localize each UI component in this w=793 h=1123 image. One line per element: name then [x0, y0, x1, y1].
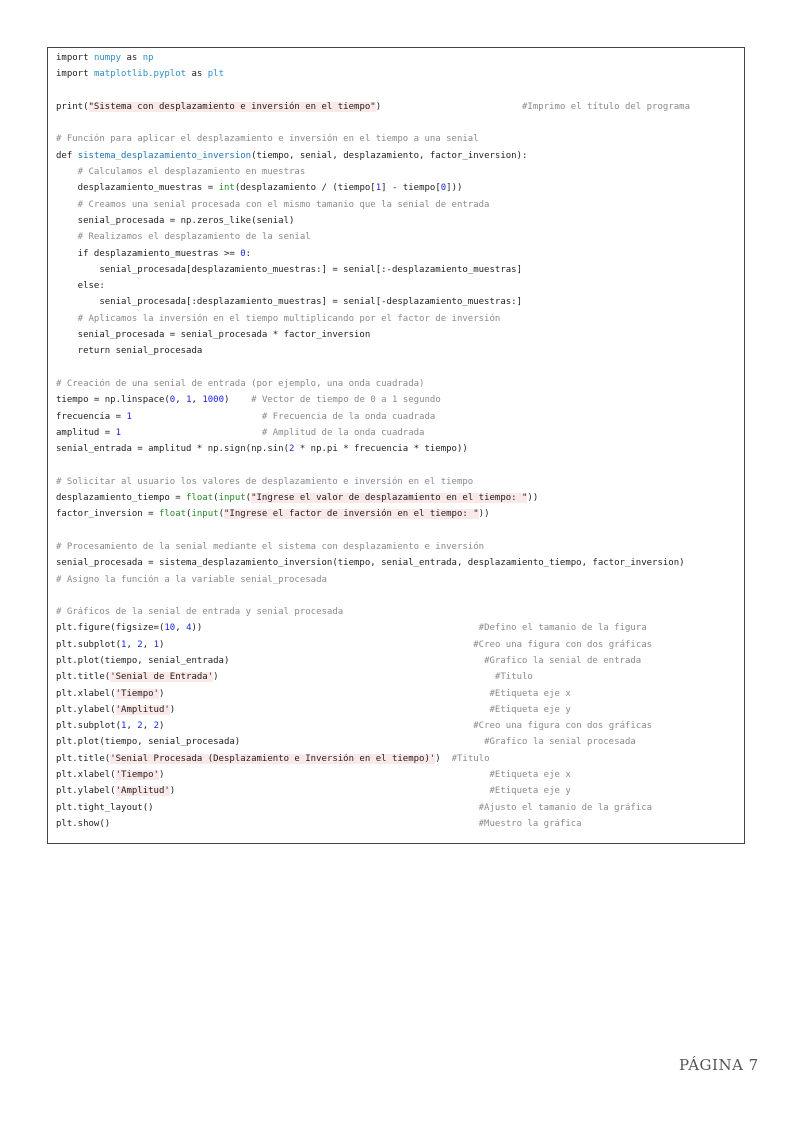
code-line: [56, 506, 744, 522]
code-text: senial_procesada = senial_procesada * factor_inversion: [56, 330, 371, 341]
code-text: ,: [191, 395, 203, 406]
code-text: )): [478, 509, 490, 520]
builtin-name: float: [186, 493, 214, 504]
code-text: ,: [142, 639, 154, 650]
code-line: [56, 783, 744, 799]
code-line: [56, 246, 744, 262]
code-comment: # Frecuencia de la onda cuadrada: [261, 411, 436, 422]
code-line: [56, 637, 744, 653]
code-text: plt.show(): [56, 818, 479, 829]
module-name: numpy: [93, 53, 122, 63]
code-line: [56, 474, 744, 490]
code-comment: # Procesamiento de la senial mediante el sistema con desplazamiento e inversión: [56, 541, 485, 552]
code-text: plt.ylabel(: [56, 704, 116, 715]
code-text: ,: [142, 721, 154, 732]
code-comment: # Vector de tiempo de 0 a 1 segundo: [251, 395, 441, 406]
code-text: senial_procesada = sistema_desplazamiento_inversion(tiempo, senial_entrada, desplazamiento_tiempo, factor_inversion): [56, 558, 685, 569]
code-line: [56, 376, 744, 392]
code-line: [56, 653, 744, 669]
code-line: [56, 800, 744, 816]
code-text: ): [158, 770, 490, 781]
code-comment: #Grafico la senial procesada: [484, 737, 636, 748]
code-text: [132, 412, 262, 422]
code-text: )): [527, 493, 539, 504]
code-line: [56, 99, 744, 115]
code-line: [56, 164, 744, 180]
code-text: def: [56, 150, 78, 161]
code-text: (: [213, 493, 219, 504]
code-line: [56, 620, 744, 636]
code-text: plt.xlabel(: [56, 770, 116, 781]
code-text: ): [158, 721, 474, 732]
code-comment: #Etiqueta eje y: [489, 786, 571, 797]
code-text: plt.tight_layout(): [56, 802, 479, 813]
code-text: plt.title(: [56, 753, 111, 764]
code-text: plt.subplot(: [56, 721, 122, 732]
code-line: [56, 148, 744, 164]
number-literal: 1: [115, 427, 122, 438]
code-text: print(: [56, 101, 89, 112]
code-line: [56, 734, 744, 750]
code-line: [56, 294, 744, 310]
code-line: [56, 360, 744, 376]
code-line: [56, 278, 744, 294]
number-literal: 1: [186, 395, 192, 406]
builtin-name: input: [218, 493, 246, 504]
string-literal: 'Amplitud': [115, 786, 170, 797]
module-name: np: [142, 53, 154, 63]
number-literal: 10: [164, 623, 176, 634]
code-comment: #Imprimo el título del programa: [522, 101, 690, 112]
code-text: plt.plot(tiempo, senial_entrada): [56, 655, 485, 666]
code-text: ,: [175, 395, 187, 406]
code-text: * np.pi * frecuencia * tiempo)): [294, 444, 468, 455]
code-text: ,: [175, 623, 187, 634]
code-comment: #Creo una figura con dos gráficas: [473, 639, 653, 650]
code-line: [56, 262, 744, 278]
code-text: ,: [126, 721, 138, 732]
code-line: [56, 180, 744, 196]
module-name: plt: [207, 69, 225, 80]
code-text: senial_procesada[:desplazamiento_muestras] = senial[-desplazamiento_muestras:]: [56, 297, 522, 308]
number-literal: 2: [137, 639, 143, 650]
builtin-name: int: [218, 183, 235, 194]
code-text: [121, 428, 262, 438]
code-text: ): [224, 395, 252, 406]
code-comment: #Muestro la gráfica: [478, 818, 582, 829]
code-text: ): [169, 704, 490, 715]
code-text: tiempo = np.linspace(: [56, 395, 170, 406]
code-comment: # Gráficos de la senial de entrada y senial procesada: [56, 607, 344, 618]
builtin-name: float: [158, 509, 187, 520]
code-text: ] - tiempo[: [381, 183, 441, 194]
code-text: (: [186, 509, 192, 520]
code-text: ,: [126, 639, 138, 650]
code-comment: #Etiqueta eje x: [489, 688, 571, 699]
code-line: [56, 66, 744, 82]
code-comment: # Calculamos el desplazamiento en muestras: [56, 167, 306, 178]
number-literal: 2: [137, 721, 143, 732]
code-line: [56, 441, 744, 457]
code-comment: # Creamos una senial procesada con el mismo tamanio que la senial de entrada: [56, 199, 490, 210]
code-block: [47, 47, 745, 844]
code-line: [56, 392, 744, 408]
code-text: amplitud =: [56, 427, 116, 438]
number-literal: 0: [169, 395, 176, 406]
code-line: [56, 718, 744, 734]
code-comment: #Defino el tamanio de la figura: [478, 623, 647, 634]
string-literal: 'Senial de Entrada': [110, 672, 214, 683]
code-comment: # Asigno la función a la variable senial_procesada: [56, 574, 327, 585]
number-literal: 2: [289, 444, 295, 455]
code-line: [56, 83, 744, 99]
code-text: desplazamiento_muestras =: [56, 183, 219, 194]
number-literal: 1000: [202, 395, 225, 406]
code-line: [56, 572, 744, 588]
code-comment: #Creo una figura con dos gráficas: [473, 721, 653, 732]
code-line: [56, 213, 744, 229]
number-literal: 1: [121, 721, 127, 732]
code-line: [56, 327, 744, 343]
code-comment: # Función para aplicar el desplazamiento e inversión en el tiempo a una senial: [56, 134, 479, 145]
string-literal: 'Tiempo': [115, 688, 159, 699]
code-line: [56, 115, 744, 131]
code-text: else:: [56, 281, 105, 292]
module-name: matplotlib.pyplot: [93, 69, 187, 80]
code-comment: # Aplicamos la inversión en el tiempo multiplicando por el factor de inversión: [56, 313, 501, 324]
code-text: (: [218, 509, 224, 520]
code-text: return senial_procesada: [56, 346, 203, 357]
code-text: import: [56, 69, 94, 80]
code-line: [56, 767, 744, 783]
page-number: PÁGINA 7: [679, 1056, 759, 1074]
code-text: plt.subplot(: [56, 639, 122, 650]
code-comment: # Solicitar al usuario los valores de desplazamiento e inversión en el tiempo: [56, 476, 474, 487]
code-text: as: [186, 69, 208, 80]
code-comment: #Grafico la senial de entrada: [484, 655, 642, 666]
string-literal: 'Senial Procesada (Desplazamiento e Inversión en el tiempo)': [110, 753, 436, 764]
code-comment: # Creación de una senial de entrada (por ejemplo, una onda cuadrada): [56, 378, 425, 389]
code-text: plt.title(: [56, 672, 111, 683]
code-line: [56, 409, 744, 425]
code-comment: # Amplitud de la onda cuadrada: [261, 427, 425, 438]
code-line: [56, 751, 744, 767]
code-line: [56, 588, 744, 604]
code-text: )): [191, 623, 479, 634]
string-literal: "Sistema con desplazamiento e inversión en el tiempo": [88, 101, 376, 112]
code-comment: #Etiqueta eje y: [489, 704, 571, 715]
string-literal: "Ingrese el valor de desplazamiento en el tiempo: ": [251, 493, 528, 504]
code-text: senial_entrada = amplitud * np.sign(np.sin(: [56, 444, 289, 455]
code-text: senial_procesada[desplazamiento_muestras:] = senial[:-desplazamiento_muestras]: [56, 264, 522, 275]
code-line: [56, 197, 744, 213]
number-literal: 1: [121, 639, 127, 650]
string-literal: 'Tiempo': [115, 770, 159, 781]
code-text: plt.ylabel(: [56, 786, 116, 797]
code-line: [56, 816, 744, 832]
code-line: [56, 604, 744, 620]
code-text: frecuencia =: [56, 411, 127, 422]
code-line: [56, 669, 744, 685]
function-name: sistema_desplazamiento_inversion: [77, 150, 252, 161]
code-text: ): [375, 101, 523, 112]
code-line: [56, 702, 744, 718]
code-line: [56, 50, 744, 66]
code-text: (tiempo, senial, desplazamiento, factor_inversion):: [251, 150, 528, 161]
code-text: factor_inversion =: [56, 509, 159, 520]
code-text: as: [121, 53, 143, 63]
string-literal: "Ingrese el factor de inversión en el tiempo: ": [223, 509, 479, 520]
code-text: import: [56, 53, 94, 63]
code-text: (desplazamiento / (tiempo[: [234, 183, 376, 194]
code-comment: #Titulo: [451, 753, 490, 764]
code-text: ): [158, 639, 474, 650]
number-literal: 0: [240, 248, 246, 259]
code-text: (: [245, 493, 252, 504]
code-text: desplazamiento_tiempo =: [56, 493, 187, 504]
code-line: [56, 229, 744, 245]
number-literal: 1: [126, 411, 132, 422]
code-text: :: [245, 248, 252, 259]
code-comment: #Ajusto el tamanio de la gráfica: [478, 802, 653, 813]
number-literal: 4: [186, 623, 192, 634]
code-text: plt.plot(tiempo, senial_procesada): [56, 737, 485, 748]
number-literal: 0: [440, 183, 447, 194]
code-comment: #Etiqueta eje x: [489, 770, 571, 781]
code-text: plt.xlabel(: [56, 688, 116, 699]
code-line: [56, 539, 744, 555]
code-text: ): [169, 786, 490, 797]
code-text: ): [435, 753, 452, 764]
code-line: [56, 311, 744, 327]
number-literal: 2: [153, 721, 159, 732]
code-line: [56, 686, 744, 702]
code-line: [56, 555, 744, 571]
code-text: plt.figure(figsize=(: [56, 623, 165, 634]
code-comment: # Realizamos el desplazamiento de la senial: [56, 232, 311, 243]
code-line: [56, 343, 744, 359]
builtin-name: input: [191, 509, 219, 520]
code-text: if desplazamiento_muestras >=: [56, 248, 241, 259]
code-line: [56, 425, 744, 441]
code-text: ): [158, 688, 490, 699]
code-line: [56, 523, 744, 539]
number-literal: 1: [375, 183, 382, 194]
code-line: [56, 131, 744, 147]
code-text: ])): [446, 183, 463, 194]
code-text: senial_procesada = np.zeros_like(senial): [56, 215, 295, 226]
code-text: ): [213, 672, 495, 683]
code-line: [56, 457, 744, 473]
string-literal: 'Amplitud': [115, 704, 170, 715]
code-comment: #Titulo: [494, 672, 533, 683]
number-literal: 1: [153, 639, 159, 650]
code-line: [56, 490, 744, 506]
